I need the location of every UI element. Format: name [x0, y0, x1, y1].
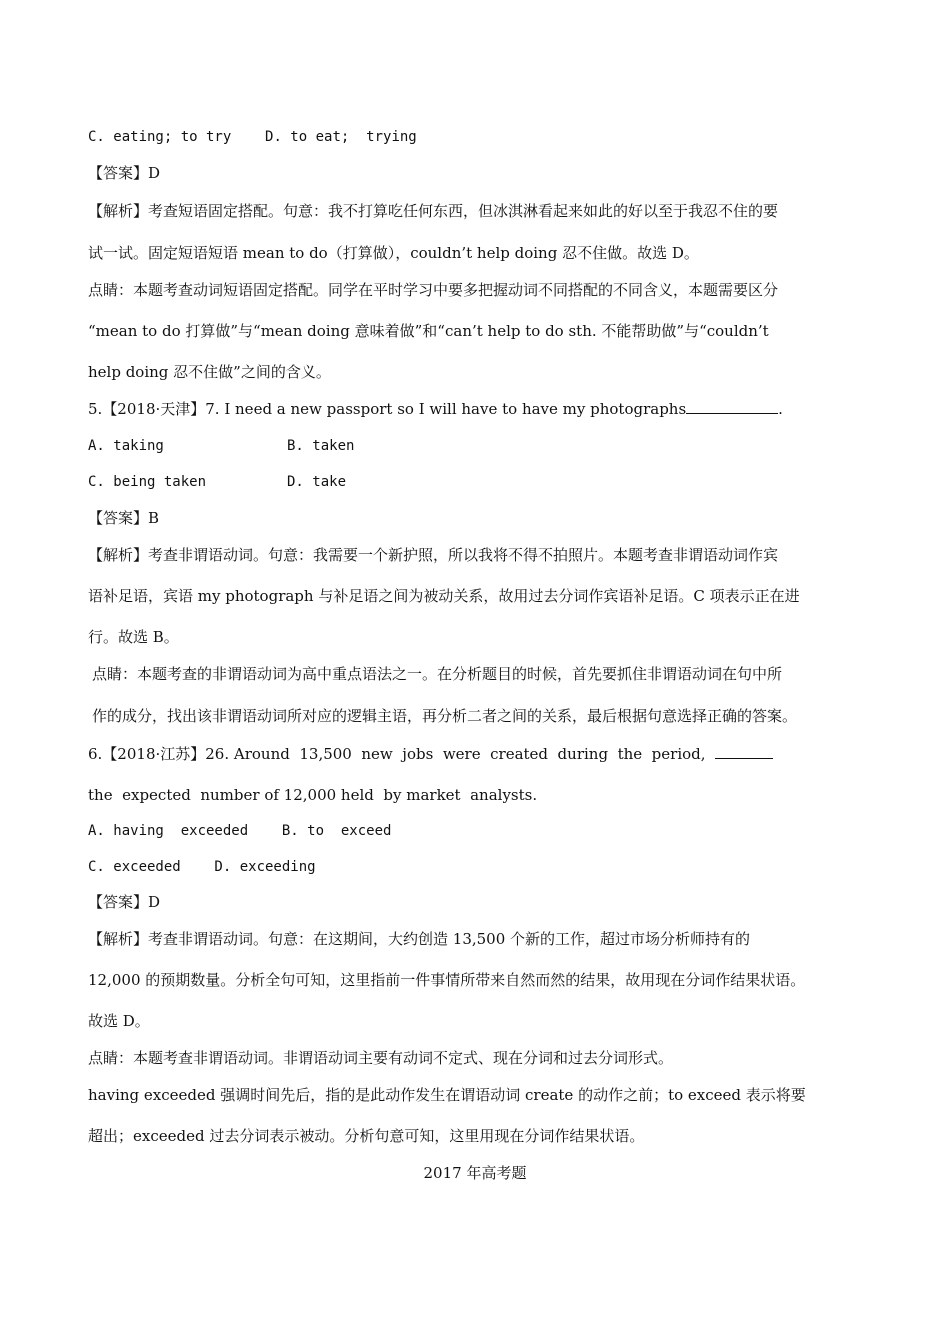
q5-stem-end: .	[778, 400, 783, 418]
q4-explanation-line-2: 试一试。固定短语短语 mean to do（打算做），couldn’t help doing 忍不住做。故选 D。	[88, 244, 699, 262]
q4-answer: 【答案】D	[88, 164, 161, 182]
q6-options-ab: A. having exceeded B. to exceed	[88, 823, 392, 839]
q5-stem-text: 5.【2018·天津】7. I need a new passport so I will have to have my photographs	[88, 400, 687, 418]
q6-stem-text: 6.【2018·江苏】26. Around 13,500 new jobs were created during the period,	[88, 745, 706, 763]
q4-note-line-2: “mean to do 打算做”与“mean doing 意味着做”和“can’t help to do sth. 不能帮助做”与“couldn’t	[88, 322, 769, 340]
q6-stem-line-1	[88, 744, 773, 764]
q6-explanation-line-3: 故选 D。	[88, 1012, 150, 1030]
q6-note-line-2: having exceeded 强调时间先后，指的是此动作发生在谓语动词 create 的动作之前；to exceed 表示将要	[88, 1086, 806, 1104]
q5-explanation-line-3: 行。故选 B。	[88, 628, 179, 646]
q4-note-line-3: help doing 忍不住做”之间的含义。	[88, 363, 331, 381]
q6-explanation-line-2: 12,000 的预期数量。分析全句可知，这里指前一件事情所带来自然而然的结果，故用现在分词作结果状语。	[88, 971, 806, 989]
q5-stem	[88, 399, 783, 419]
q5-note-line-1: 点睛：本题考查的非谓语动词为高中重点语法之一。在分析题目的时候，首先要抓住非谓语动词在句中所	[92, 665, 783, 683]
q6-note-line-1: 点睛：本题考查非谓语动词。非谓语动词主要有动词不定式、现在分词和过去分词形式。	[88, 1049, 674, 1067]
q6-answer-blank	[715, 744, 773, 759]
q5-option-b: B. taken	[287, 438, 355, 454]
q5-answer-blank	[686, 399, 778, 414]
q5-explanation-line-2: 语补足语，宾语 my photograph 与补足语之间为被动关系，故用过去分词作宾语补足语。C 项表示正在进	[88, 587, 800, 605]
q4-explanation-line-1: 【解析】考查短语固定搭配。句意：我不打算吃任何东西，但冰淇淋看起来如此的好以至于我忍不住的要	[88, 202, 779, 220]
q6-note-line-3: 超出；exceeded 过去分词表示被动。分析句意可知，这里用现在分词作结果状语。	[88, 1127, 645, 1145]
q5-option-d: D. take	[287, 474, 347, 490]
q5-note-line-2: 作的成分，找出该非谓语动词所对应的逻辑主语，再分析二者之间的关系，最后根据句意选择正确的答案。	[92, 707, 798, 725]
q6-options-cd: C. exceeded D. exceeding	[88, 859, 316, 875]
q5-option-a: A. taking	[88, 438, 164, 454]
q4-options-cd	[88, 127, 417, 147]
section-title: 2017 年高考题	[423, 1164, 527, 1182]
q4-option-d: D. to eat; trying	[265, 129, 417, 145]
q6-answer: 【答案】D	[88, 893, 161, 911]
q5-option-c: C. being taken	[88, 474, 207, 490]
q4-option-c: C. eating; to try	[88, 129, 232, 145]
q5-explanation-line-1: 【解析】考查非谓语动词。句意：我需要一个新护照，所以我将不得不拍照片。本题考查非谓语动词作宾	[88, 546, 779, 564]
q6-stem-line-2: the expected number of 12,000 held by market analysts.	[88, 786, 538, 804]
q5-answer: 【答案】B	[88, 509, 160, 527]
q4-note-line-1: 点睛：本题考查动词短语固定搭配。同学在平时学习中要多把握动词不同搭配的不同含义，本题需要区分	[88, 281, 779, 299]
q6-explanation-line-1: 【解析】考查非谓语动词。句意：在这期间，大约创造 13,500 个新的工作，超过市场分析师持有的	[88, 930, 751, 948]
